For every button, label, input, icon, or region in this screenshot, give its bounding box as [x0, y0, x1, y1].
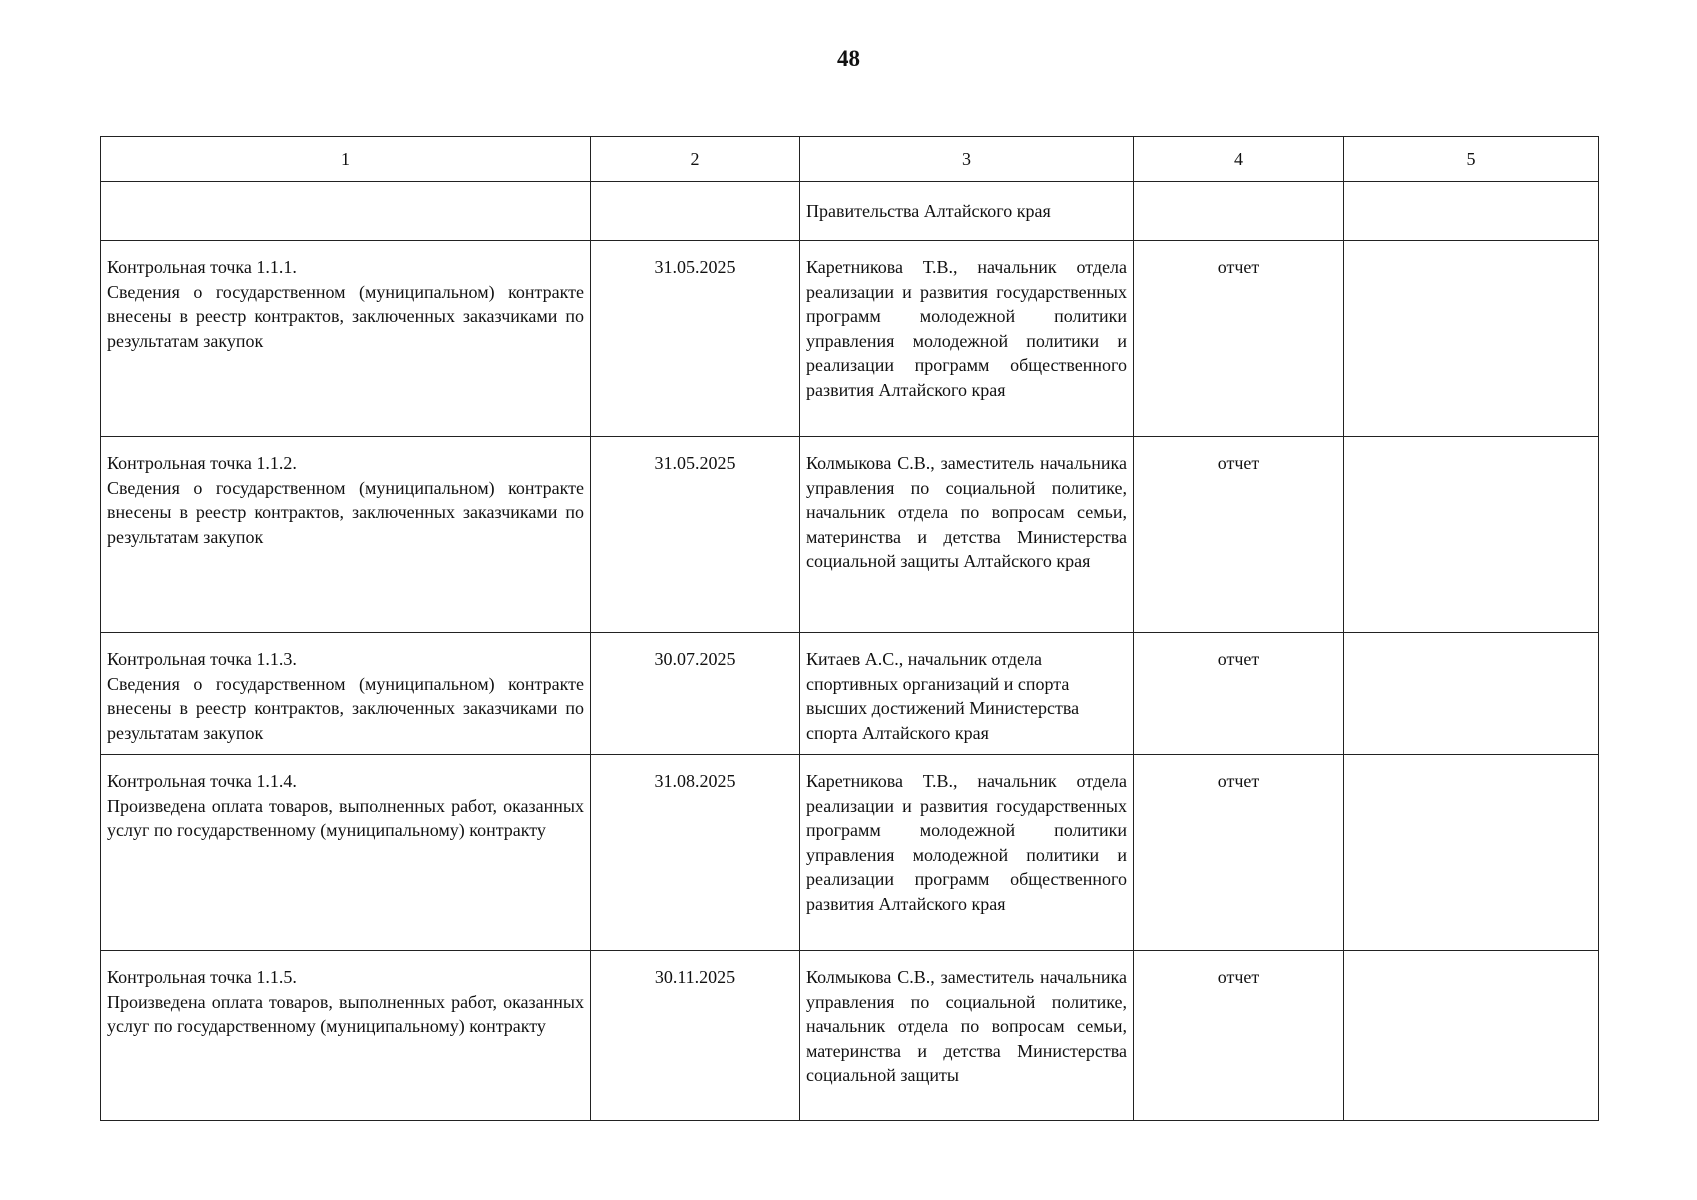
- document-type: отчет: [1134, 755, 1344, 951]
- control-point-description: Произведена оплата товаров, выполненных работ, оказанных услуг по государственному (муниципальному) контракту: [107, 991, 584, 1036]
- notes-cell: [1344, 755, 1599, 951]
- continuation-cell-4: [1134, 182, 1344, 241]
- table-row: [101, 951, 1599, 1121]
- document-type: отчет: [1134, 241, 1344, 437]
- column-header-3: 3: [800, 137, 1134, 182]
- table-row: [101, 633, 1599, 755]
- table-row: [101, 755, 1599, 951]
- notes-cell: [1344, 437, 1599, 633]
- column-header-5: 5: [1344, 137, 1599, 182]
- control-point-cell: [101, 951, 591, 1121]
- control-point-description: Сведения о государственном (муниципальном) контракте внесены в реестр контрактов, заключенных заказчиками по результатам закупок: [107, 281, 584, 351]
- control-point-cell: [101, 755, 591, 951]
- column-header-1: 1: [101, 137, 591, 182]
- continuation-row: [101, 182, 1599, 241]
- responsible-person: Каретникова Т.В., начальник отдела реализации и развития государственных программ молодежной политики управления молодежной политики и реализации программ общественного развития Алтайского края: [800, 755, 1134, 951]
- column-header-2: 2: [591, 137, 800, 182]
- continuation-cell-1: [101, 182, 591, 241]
- control-point-title: Контрольная точка 1.1.2.: [107, 453, 297, 473]
- control-point-description: Сведения о государственном (муниципальном) контракте внесены в реестр контрактов, заключенных заказчиками по результатам закупок: [107, 673, 584, 743]
- control-point-title: Контрольная точка 1.1.3.: [107, 649, 297, 669]
- page-number: 48: [837, 46, 860, 71]
- responsible-person: Китаев А.С., начальник отдела спортивных организаций и спорта высших достижений Министерства спорта Алтайского края: [800, 633, 1134, 755]
- control-point-title: Контрольная точка 1.1.5.: [107, 967, 297, 987]
- table-row: [101, 437, 1599, 633]
- control-points-table: [100, 136, 1599, 1121]
- notes-cell: [1344, 951, 1599, 1121]
- deadline-date: 31.05.2025: [591, 437, 800, 633]
- continuation-cell-5: [1344, 182, 1599, 241]
- control-point-title: Контрольная точка 1.1.1.: [107, 257, 297, 277]
- control-point-cell: [101, 437, 591, 633]
- continuation-responsible: Правительства Алтайского края: [800, 182, 1134, 241]
- deadline-date: 30.11.2025: [591, 951, 800, 1121]
- control-point-description: Сведения о государственном (муниципальном) контракте внесены в реестр контрактов, заключенных заказчиками по результатам закупок: [107, 477, 584, 547]
- deadline-date: 31.08.2025: [591, 755, 800, 951]
- control-point-cell: [101, 633, 591, 755]
- control-point-description: Произведена оплата товаров, выполненных работ, оказанных услуг по государственному (муниципальному) контракту: [107, 795, 584, 840]
- responsible-person: Колмыкова С.В., заместитель начальника управления по социальной политике, начальник отдела по вопросам семьи, материнства и детства Министерства социальной защиты Алтайского края: [800, 437, 1134, 633]
- document-type: отчет: [1134, 951, 1344, 1121]
- responsible-person: Колмыкова С.В., заместитель начальника управления по социальной политике, начальник отдела по вопросам семьи, материнства и детства Министерства социальной защиты: [800, 951, 1134, 1121]
- notes-cell: [1344, 241, 1599, 437]
- table-row: [101, 241, 1599, 437]
- continuation-cell-2: [591, 182, 800, 241]
- control-point-cell: [101, 241, 591, 437]
- document-type: отчет: [1134, 437, 1344, 633]
- responsible-person: Каретникова Т.В., начальник отдела реализации и развития государственных программ молодежной политики управления молодежной политики и реализации программ общественного развития Алтайского края: [800, 241, 1134, 437]
- table-header-row: [101, 137, 1599, 182]
- control-point-title: Контрольная точка 1.1.4.: [107, 771, 297, 791]
- document-type: отчет: [1134, 633, 1344, 755]
- deadline-date: 30.07.2025: [591, 633, 800, 755]
- deadline-date: 31.05.2025: [591, 241, 800, 437]
- column-header-4: 4: [1134, 137, 1344, 182]
- notes-cell: [1344, 633, 1599, 755]
